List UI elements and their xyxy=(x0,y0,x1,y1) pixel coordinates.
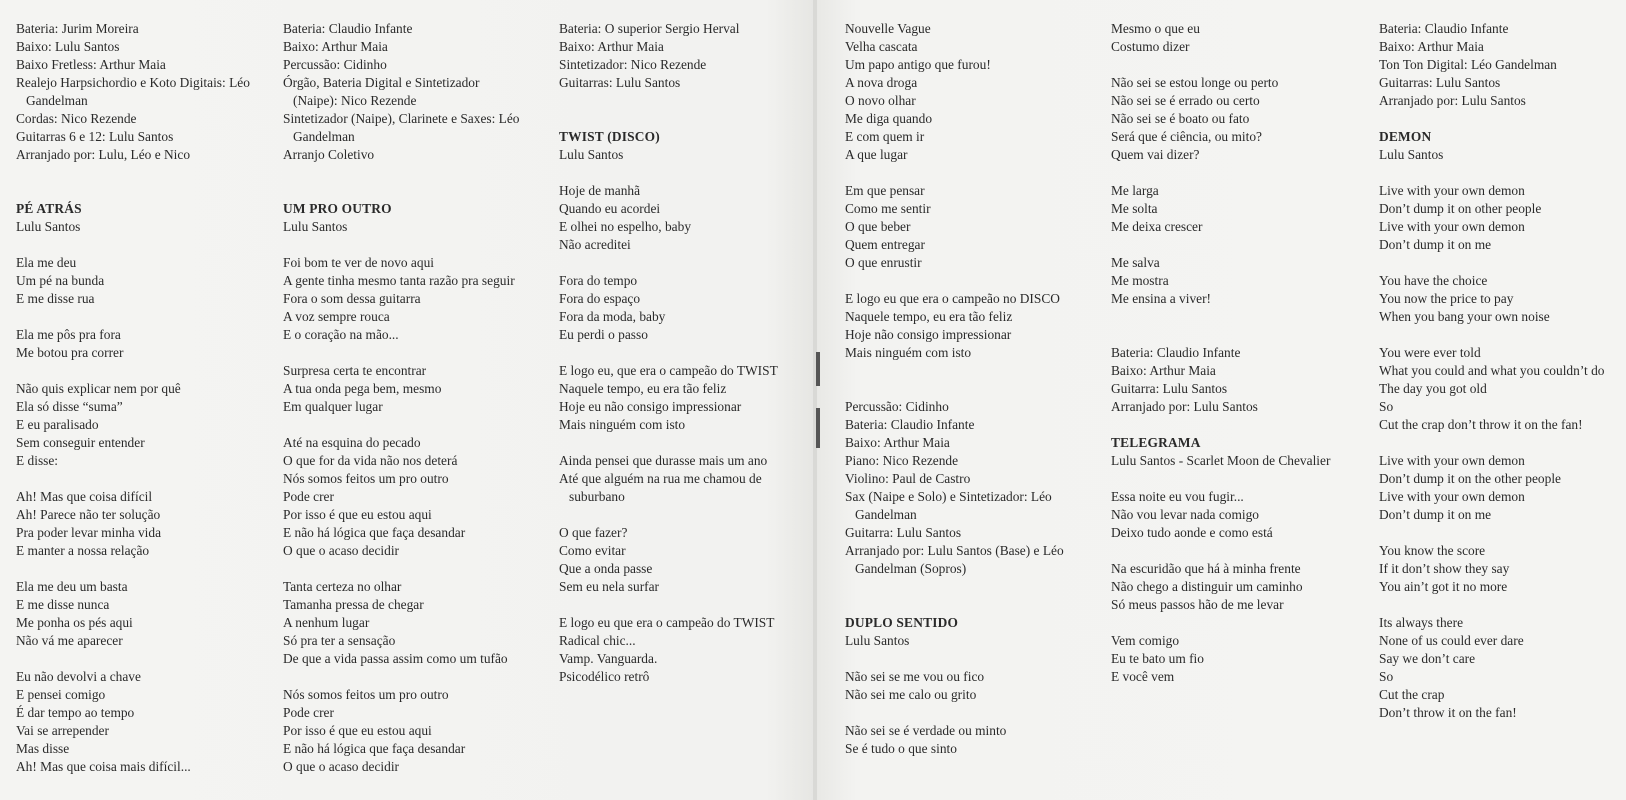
text-line: You now the price to pay xyxy=(1379,291,1514,306)
text-line: Guitarras: Lulu Santos xyxy=(559,75,681,90)
text-line: Bateria: Claudio Infante xyxy=(1379,21,1509,36)
text-line: Lulu Santos - Scarlet Moon de Chevalier xyxy=(1111,453,1331,468)
line-spacer xyxy=(845,272,1064,290)
text-line: Vai se arrepender xyxy=(16,723,109,738)
line-spacer xyxy=(845,380,1064,398)
text-line: Lulu Santos xyxy=(16,219,81,234)
text-line: Live with your own demon xyxy=(1379,219,1525,234)
text-line: Em que pensar xyxy=(845,183,925,198)
text-line: E o coração na mão... xyxy=(283,327,399,342)
text-line: Se é tudo o que sinto xyxy=(845,741,957,756)
text-line: Arranjado por: Lulu, Léo e Nico xyxy=(16,147,191,162)
song-title: PÉ ATRÁS xyxy=(16,201,82,216)
text-line: Its always there xyxy=(1379,615,1464,630)
song-title: TWIST (DISCO) xyxy=(559,129,660,144)
text-line: O novo olhar xyxy=(845,93,916,108)
text-line: Mais ninguém com isto xyxy=(845,345,972,360)
song-title: DUPLO SENTIDO xyxy=(845,615,959,630)
text-line: É dar tempo ao tempo xyxy=(16,705,135,720)
line-spacer xyxy=(559,506,778,524)
text-line: Baixo: Arthur Maia xyxy=(1379,39,1484,54)
text-line: Que a onda passe xyxy=(559,561,653,576)
text-line: Será que é ciência, ou mito? xyxy=(1111,129,1262,144)
text-line: E você vem xyxy=(1111,669,1175,684)
text-line: Nós somos feitos um pro outro xyxy=(283,471,449,486)
line-spacer xyxy=(1111,326,1330,344)
text-line: E me disse rua xyxy=(16,291,95,306)
text-line: Eu não devolvi a chave xyxy=(16,669,141,684)
text-line: suburbano xyxy=(569,489,625,504)
line-spacer xyxy=(559,596,778,614)
text-line: Don’t dump it on other people xyxy=(1379,201,1542,216)
line-spacer xyxy=(845,596,1064,614)
text-line: Hoje eu não consigo impressionar xyxy=(559,399,742,414)
text-line: Me ponha os pés aqui xyxy=(16,615,133,630)
text-line: A tua onda pega bem, mesmo xyxy=(283,381,442,396)
text-line: Guitarra: Lulu Santos xyxy=(1111,381,1228,396)
text-line: Bateria: Jurim Moreira xyxy=(16,21,139,36)
text-line: Guitarras 6 e 12: Lulu Santos xyxy=(16,129,174,144)
text-line: Não chego a distinguir um caminho xyxy=(1111,579,1303,594)
text-line: De que a vida passa assim como um tufão xyxy=(283,651,508,666)
text-line: Mesmo o que eu xyxy=(1111,21,1200,36)
line-spacer xyxy=(16,182,250,200)
text-line: Don’t throw it on the fan! xyxy=(1379,705,1517,720)
text-line: Sax (Naipe e Solo) e Sintetizador: Léo xyxy=(845,489,1052,504)
text-line: Quem entregar xyxy=(845,237,925,252)
text-line: Fora do tempo xyxy=(559,273,638,288)
text-line: Don’t dump it on me xyxy=(1379,237,1492,252)
text-line: Bateria: Claudio Infante xyxy=(845,417,975,432)
text-line: E logo eu que era o campeão do TWIST xyxy=(559,615,775,630)
text-line: Lulu Santos xyxy=(283,219,348,234)
text-line: Nós somos feitos um pro outro xyxy=(283,687,449,702)
text-line: Me mostra xyxy=(1111,273,1169,288)
line-spacer xyxy=(1111,470,1330,488)
text-line: Tamanha pressa de chegar xyxy=(283,597,424,612)
text-line: Me deixa crescer xyxy=(1111,219,1203,234)
text-line: Say we don’t care xyxy=(1379,651,1476,666)
text-line: A nenhum lugar xyxy=(283,615,370,630)
text-line: Não sei me calo ou grito xyxy=(845,687,977,702)
binding-mark xyxy=(816,408,820,448)
text-line: Gandelman xyxy=(26,93,88,108)
text-line: A que lugar xyxy=(845,147,908,162)
text-line: Arranjo Coletivo xyxy=(283,147,375,162)
line-spacer xyxy=(559,110,778,128)
text-line: E logo eu, que era o campeão do TWIST xyxy=(559,363,778,378)
text-line: Lulu Santos xyxy=(845,633,910,648)
text-line: Não sei se me vou ou fico xyxy=(845,669,985,684)
line-spacer xyxy=(16,650,250,668)
text-line: Me salva xyxy=(1111,255,1160,270)
line-spacer xyxy=(1379,434,1605,452)
line-spacer xyxy=(559,254,778,272)
text-line: So xyxy=(1379,669,1394,684)
line-spacer xyxy=(1111,416,1330,434)
text-line: Fora o som dessa guitarra xyxy=(283,291,421,306)
text-line: Psicodélico retrô xyxy=(559,669,650,684)
text-line: O que o acaso decidir xyxy=(283,759,400,774)
text-line: Não acreditei xyxy=(559,237,631,252)
text-line: Realejo Harpsichordio e Koto Digitais: Léo xyxy=(16,75,250,90)
text-line: Naquele tempo, eu era tão feliz xyxy=(845,309,1013,324)
text-line: Arranjado por: Lulu Santos xyxy=(1111,399,1258,414)
text-line: Não sei se é errado ou certo xyxy=(1111,93,1260,108)
text-line: Sintetizador: Nico Rezende xyxy=(559,57,707,72)
line-spacer xyxy=(1111,56,1330,74)
text-line: Órgão, Bateria Digital e Sintetizador xyxy=(283,75,480,90)
text-line: E manter a nossa relação xyxy=(16,543,150,558)
text-line: So xyxy=(1379,399,1394,414)
text-line: Baixo: Arthur Maia xyxy=(283,39,388,54)
text-line: Arranjado por: Lulu Santos xyxy=(1379,93,1526,108)
text-line: Percussão: Cidinho xyxy=(283,57,387,72)
lyrics-column-3 xyxy=(559,20,778,686)
text-line: Como evitar xyxy=(559,543,626,558)
text-line: E com quem ir xyxy=(845,129,925,144)
text-line: Como me sentir xyxy=(845,201,931,216)
text-line: Só meus passos hão de me levar xyxy=(1111,597,1284,612)
text-line: Ah! Parece não ter solução xyxy=(16,507,161,522)
line-spacer xyxy=(1379,524,1605,542)
text-line: Lulu Santos xyxy=(559,147,624,162)
text-line: O que enrustir xyxy=(845,255,922,270)
text-line: Don’t dump it on me xyxy=(1379,507,1492,522)
line-spacer xyxy=(1111,614,1330,632)
text-line: O que fazer? xyxy=(559,525,628,540)
text-line: Não vou levar nada comigo xyxy=(1111,507,1259,522)
lyrics-column-6 xyxy=(1379,20,1605,722)
text-line: Pode crer xyxy=(283,489,334,504)
text-line: Por isso é que eu estou aqui xyxy=(283,723,432,738)
binding-mark xyxy=(816,352,820,386)
line-spacer xyxy=(16,470,250,488)
song-title: TELEGRAMA xyxy=(1111,435,1201,450)
text-line: Radical chic... xyxy=(559,633,636,648)
text-line: Live with your own demon xyxy=(1379,183,1525,198)
line-spacer xyxy=(845,164,1064,182)
text-line: E não há lógica que faça desandar xyxy=(283,741,466,756)
text-line: A gente tinha mesmo tanta razão pra seguir xyxy=(283,273,515,288)
line-spacer xyxy=(16,236,250,254)
text-line: A nova droga xyxy=(845,75,918,90)
line-spacer xyxy=(1379,254,1605,272)
line-spacer xyxy=(16,164,250,182)
line-spacer xyxy=(283,668,519,686)
text-line: Baixo: Arthur Maia xyxy=(845,435,950,450)
text-line: E não há lógica que faça desandar xyxy=(283,525,466,540)
text-line: Arranjado por: Lulu Santos (Base) e Léo xyxy=(845,543,1064,558)
lyrics-column-5 xyxy=(1111,20,1330,686)
text-line: Guitarra: Lulu Santos xyxy=(845,525,962,540)
text-line: Me botou pra correr xyxy=(16,345,124,360)
text-line: The day you got old xyxy=(1379,381,1487,396)
text-line: Fora do espaço xyxy=(559,291,641,306)
text-line: Foi bom te ver de novo aqui xyxy=(283,255,434,270)
text-line: Baixo: Arthur Maia xyxy=(559,39,664,54)
text-line: Um papo antigo que furou! xyxy=(845,57,991,72)
text-line: Até na esquina do pecado xyxy=(283,435,421,450)
text-line: Ela me pôs pra fora xyxy=(16,327,121,342)
text-line: Pra poder levar minha vida xyxy=(16,525,162,540)
line-spacer xyxy=(845,650,1064,668)
text-line: Baixo: Lulu Santos xyxy=(16,39,120,54)
text-line: Nouvelle Vague xyxy=(845,21,931,36)
line-spacer xyxy=(283,236,519,254)
text-line: Não vá me aparecer xyxy=(16,633,123,648)
text-line: Ela me deu um basta xyxy=(16,579,128,594)
line-spacer xyxy=(283,344,519,362)
text-line: Cordas: Nico Rezende xyxy=(16,111,137,126)
line-spacer xyxy=(16,362,250,380)
text-line: (Naipe): Nico Rezende xyxy=(293,93,417,108)
line-spacer xyxy=(283,164,519,182)
text-line: When you bang your own noise xyxy=(1379,309,1550,324)
text-line: Sem eu nela surfar xyxy=(559,579,660,594)
line-spacer xyxy=(283,560,519,578)
text-line: Bateria: Claudio Infante xyxy=(1111,345,1241,360)
line-spacer xyxy=(16,560,250,578)
text-line: Não quis explicar nem por quê xyxy=(16,381,181,396)
text-line: You know the score xyxy=(1379,543,1486,558)
text-line: Pode crer xyxy=(283,705,334,720)
text-line: Ela me deu xyxy=(16,255,77,270)
text-line: Me solta xyxy=(1111,201,1158,216)
line-spacer xyxy=(845,704,1064,722)
text-line: Até que alguém na rua me chamou de xyxy=(559,471,762,486)
song-title: UM PRO OUTRO xyxy=(283,201,392,216)
text-line: Me diga quando xyxy=(845,111,933,126)
text-line: Baixo: Arthur Maia xyxy=(1111,363,1216,378)
text-line: Gandelman (Sopros) xyxy=(855,561,967,576)
text-line: Vem comigo xyxy=(1111,633,1180,648)
text-line: Essa noite eu vou fugir... xyxy=(1111,489,1244,504)
line-spacer xyxy=(1379,110,1605,128)
line-spacer xyxy=(283,182,519,200)
text-line: Velha cascata xyxy=(845,39,918,54)
text-line: Don’t dump it on the other people xyxy=(1379,471,1561,486)
text-line: Em qualquer lugar xyxy=(283,399,383,414)
text-line: Sem conseguir entender xyxy=(16,435,145,450)
text-line: O que beber xyxy=(845,219,911,234)
text-line: Eu perdi o passo xyxy=(559,327,648,342)
line-spacer xyxy=(1111,164,1330,182)
text-line: O que for da vida não nos deterá xyxy=(283,453,458,468)
text-line: Percussão: Cidinho xyxy=(845,399,949,414)
line-spacer xyxy=(845,362,1064,380)
line-spacer xyxy=(1379,326,1605,344)
text-line: E me disse nunca xyxy=(16,597,110,612)
text-line: Piano: Nico Rezende xyxy=(845,453,959,468)
line-spacer xyxy=(559,164,778,182)
text-line: Baixo Fretless: Arthur Maia xyxy=(16,57,166,72)
text-line: E disse: xyxy=(16,453,59,468)
text-line: Ah! Mas que coisa mais difícil... xyxy=(16,759,191,774)
booklet-gutter xyxy=(813,0,817,800)
text-line: None of us could ever dare xyxy=(1379,633,1524,648)
text-line: Hoje não consigo impressionar xyxy=(845,327,1012,342)
text-line: Na escuridão que há à minha frente xyxy=(1111,561,1301,576)
text-line: Ela só disse “suma” xyxy=(16,399,123,414)
text-line: Quando eu acordei xyxy=(559,201,661,216)
text-line: A voz sempre rouca xyxy=(283,309,390,324)
text-line: You were ever told xyxy=(1379,345,1481,360)
line-spacer xyxy=(1379,164,1605,182)
text-line: Ah! Mas que coisa difícil xyxy=(16,489,153,504)
text-line: Não sei se estou longe ou perto xyxy=(1111,75,1279,90)
text-line: Me larga xyxy=(1111,183,1159,198)
line-spacer xyxy=(559,344,778,362)
text-line: Violino: Paul de Castro xyxy=(845,471,971,486)
text-line: Ton Ton Digital: Léo Gandelman xyxy=(1379,57,1557,72)
text-line: You have the choice xyxy=(1379,273,1488,288)
text-line: What you could and what you couldn’t do xyxy=(1379,363,1605,378)
text-line: Mas disse xyxy=(16,741,70,756)
text-line: Guitarras: Lulu Santos xyxy=(1379,75,1501,90)
line-spacer xyxy=(1111,308,1330,326)
text-line: Vamp. Vanguarda. xyxy=(559,651,658,666)
text-line: Live with your own demon xyxy=(1379,453,1525,468)
text-line: Sintetizador (Naipe), Clarinete e Saxes: Léo xyxy=(283,111,520,126)
text-line: Deixo tudo aonde e como está xyxy=(1111,525,1273,540)
line-spacer xyxy=(559,92,778,110)
text-line: Ainda pensei que durasse mais um ano xyxy=(559,453,768,468)
text-line: Lulu Santos xyxy=(1379,147,1444,162)
text-line: Um pé na bunda xyxy=(16,273,105,288)
line-spacer xyxy=(559,434,778,452)
line-spacer xyxy=(1379,596,1605,614)
text-line: Naquele tempo, eu era tão feliz xyxy=(559,381,727,396)
text-line: If it don’t show they say xyxy=(1379,561,1510,576)
text-line: Hoje de manhã xyxy=(559,183,641,198)
text-line: Só pra ter a sensação xyxy=(283,633,396,648)
text-line: Não sei se é boato ou fato xyxy=(1111,111,1250,126)
text-line: Bateria: Claudio Infante xyxy=(283,21,413,36)
text-line: Gandelman xyxy=(855,507,917,522)
text-line: E pensei comigo xyxy=(16,687,106,702)
text-line: Gandelman xyxy=(293,129,355,144)
line-spacer xyxy=(845,578,1064,596)
text-line: Tanta certeza no olhar xyxy=(283,579,402,594)
text-line: E logo eu que era o campeão no DISCO xyxy=(845,291,1060,306)
text-line: Não sei se é verdade ou minto xyxy=(845,723,1007,738)
lyrics-column-4 xyxy=(845,20,1064,758)
text-line: O que o acaso decidir xyxy=(283,543,400,558)
text-line: Mais ninguém com isto xyxy=(559,417,686,432)
line-spacer xyxy=(16,308,250,326)
lyrics-column-2 xyxy=(283,20,519,776)
line-spacer xyxy=(1111,542,1330,560)
text-line: Quem vai dizer? xyxy=(1111,147,1200,162)
lyrics-column-1 xyxy=(16,20,250,776)
text-line: Me ensina a viver! xyxy=(1111,291,1212,306)
text-line: Live with your own demon xyxy=(1379,489,1525,504)
text-line: Bateria: O superior Sergio Herval xyxy=(559,21,740,36)
text-line: E olhei no espelho, baby xyxy=(559,219,692,234)
text-line: Eu te bato um fio xyxy=(1111,651,1204,666)
text-line: Costumo dizer xyxy=(1111,39,1190,54)
line-spacer xyxy=(1111,236,1330,254)
song-title: DEMON xyxy=(1379,129,1432,144)
text-line: Por isso é que eu estou aqui xyxy=(283,507,432,522)
text-line: Cut the crap don’t throw it on the fan! xyxy=(1379,417,1583,432)
line-spacer xyxy=(283,416,519,434)
text-line: You ain’t got it no more xyxy=(1379,579,1508,594)
text-line: Cut the crap xyxy=(1379,687,1445,702)
text-line: Surpresa certa te encontrar xyxy=(283,363,427,378)
text-line: Fora da moda, baby xyxy=(559,309,666,324)
text-line: E eu paralisado xyxy=(16,417,99,432)
